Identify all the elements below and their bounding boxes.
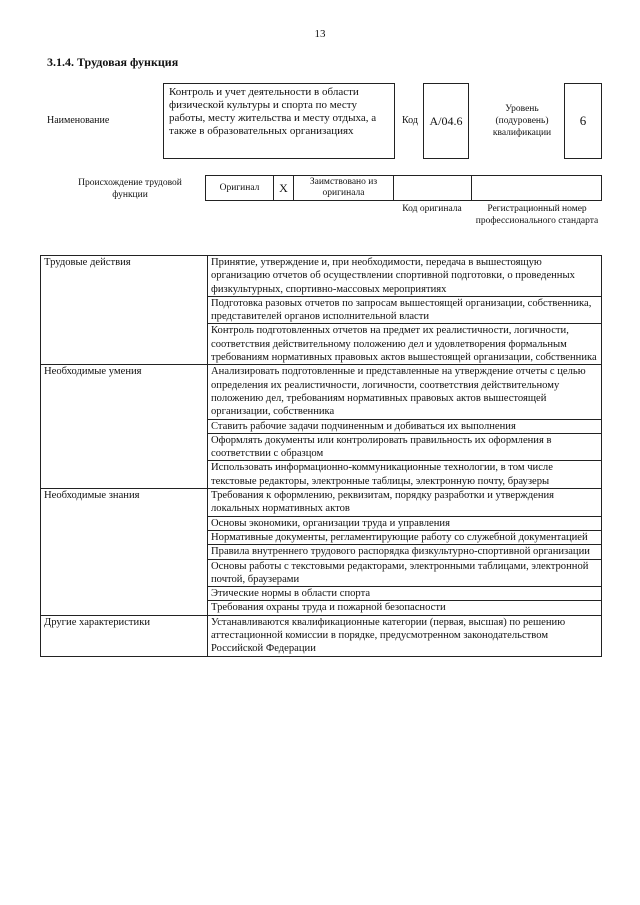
item-cell: Анализировать подготовленные и представленные на утверждение отчеты с целью определения их реалистичности, логичности, соответствия действительному положению дел, требованиям нормативных правовых актов вышестоящей организации, собственника bbox=[208, 365, 602, 419]
item-cell: Оформлять документы или контролировать правильность их оформления в соответствии с образцом bbox=[208, 433, 602, 461]
table-row bbox=[41, 615, 602, 656]
page-number: 13 bbox=[314, 28, 326, 40]
original-mark: X bbox=[274, 176, 294, 200]
reg-number-label: Регистрационный номер профессионального стандарта bbox=[475, 204, 599, 226]
function-table bbox=[40, 255, 602, 657]
qualification-level: 6 bbox=[564, 83, 602, 159]
code-original-cell bbox=[394, 176, 472, 200]
table-row bbox=[41, 489, 602, 517]
table-row bbox=[41, 256, 602, 297]
function-header bbox=[40, 83, 602, 159]
item-cell: Устанавливаются квалификационные категории (первая, высшая) по решению аттестационной комиссии в порядке, предусмотренном законодательством Российской Федерации bbox=[208, 615, 602, 656]
original-label: Оригинал bbox=[206, 176, 274, 200]
section-title: 3.1.4. Трудовая функция bbox=[47, 55, 179, 69]
origin-label: Происхождение трудовой функции bbox=[78, 178, 182, 200]
item-cell: Правила внутреннего трудового распорядка физкультурно-спортивной организации bbox=[208, 545, 602, 559]
category-cell: Необходимые знания bbox=[41, 489, 208, 616]
item-cell: Основы работы с текстовыми редакторами, электронными таблицами, электронной почтой, браузерами bbox=[208, 559, 602, 587]
item-cell: Принятие, утверждение и, при необходимости, передача в вышестоящую организацию отчетов об осуществлении спортивной подготовки, о проведенных физкультурных, спортивно-массовых мероприятиях bbox=[208, 256, 602, 297]
item-cell: Использовать информационно-коммуникационные технологии, в том числе текстовые редакторы, электронные таблицы, электронную почту, браузеры bbox=[208, 461, 602, 489]
item-cell: Требования к оформлению, реквизитам, порядку разработки и утверждения локальных нормативных актов bbox=[208, 489, 602, 517]
item-cell: Основы экономики, организации труда и управления bbox=[208, 516, 602, 530]
category-cell: Трудовые действия bbox=[41, 256, 208, 365]
function-code: A/04.6 bbox=[423, 83, 469, 159]
category-cell: Другие характеристики bbox=[41, 615, 208, 656]
reg-number-cell bbox=[472, 176, 601, 200]
item-cell: Нормативные документы, регламентирующие работу со служебной документацией bbox=[208, 530, 602, 544]
item-cell: Этические нормы в области спорта bbox=[208, 587, 602, 601]
origin-row bbox=[205, 175, 602, 201]
name-label: Наименование bbox=[47, 115, 110, 126]
origin-block bbox=[40, 175, 602, 241]
code-original-label: Код оригинала bbox=[402, 204, 462, 214]
item-cell: Подготовка разовых отчетов по запросам вышестоящей организации, собственника, представителей органов исполнительной власти bbox=[208, 296, 602, 324]
code-label: Код bbox=[402, 115, 418, 126]
borrowed-label: Заимствовано из оригинала bbox=[294, 176, 394, 200]
table-row bbox=[41, 365, 602, 419]
category-cell: Необходимые умения bbox=[41, 365, 208, 489]
level-label: Уровень (подуровень) квалификации bbox=[492, 104, 552, 138]
item-cell: Ставить рабочие задачи подчиненным и добиваться их выполнения bbox=[208, 419, 602, 433]
item-cell: Требования охраны труда и пожарной безопасности bbox=[208, 601, 602, 615]
function-name: Контроль и учет деятельности в области физической культуры и спорта по месту работы, месту жительства и месту отдыха, а также в образовательных организациях bbox=[163, 83, 395, 159]
item-cell: Контроль подготовленных отчетов на предмет их реалистичности, логичности, соответствия действительному положению дел и удовлетворения формальным требованиям нормативных правовых актов вышестоящей организации, собственника bbox=[208, 324, 602, 365]
